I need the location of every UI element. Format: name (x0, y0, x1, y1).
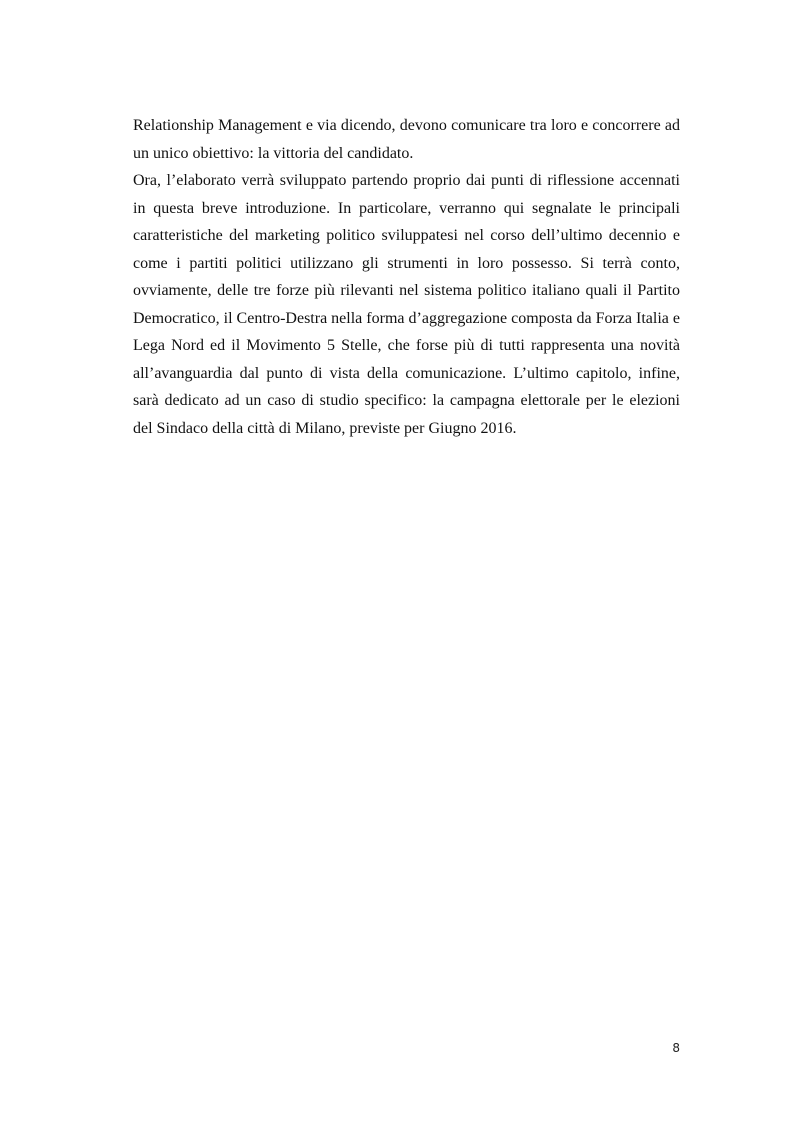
paragraph-continuation: Relationship Management e via dicendo, devono comunicare tra loro e concorrere ad un unico obiettivo: la vittoria del candidato. (133, 117, 680, 162)
body-text (133, 112, 680, 442)
paragraph-overview: Ora, l’elaborato verrà sviluppato partendo proprio dai punti di riflessione accennati in questa breve introduzione. In particolare, verranno qui segnalate le principali caratteristiche del marketing politico sviluppatesi nel corso dell’ultimo decennio e come i partiti politici utilizzano gli strumenti in loro possesso. Si terrà conto, ovviamente, delle tre forze più rilevanti nel sistema politico italiano quali il Partito Democratico, il Centro-Destra nella forma d’aggregazione composta da Forza Italia e Lega Nord ed il Movimento 5 Stelle, che forse più di tutti rappresenta una novità all’avanguardia dal punto di vista della comunicazione. L’ultimo capitolo, infine, sarà dedicato ad un caso di studio specifico: la campagna elettorale per le elezioni del Sindaco della città di Milano, previste per Giugno 2016. (133, 172, 680, 437)
page-number: 8 (672, 1041, 680, 1055)
